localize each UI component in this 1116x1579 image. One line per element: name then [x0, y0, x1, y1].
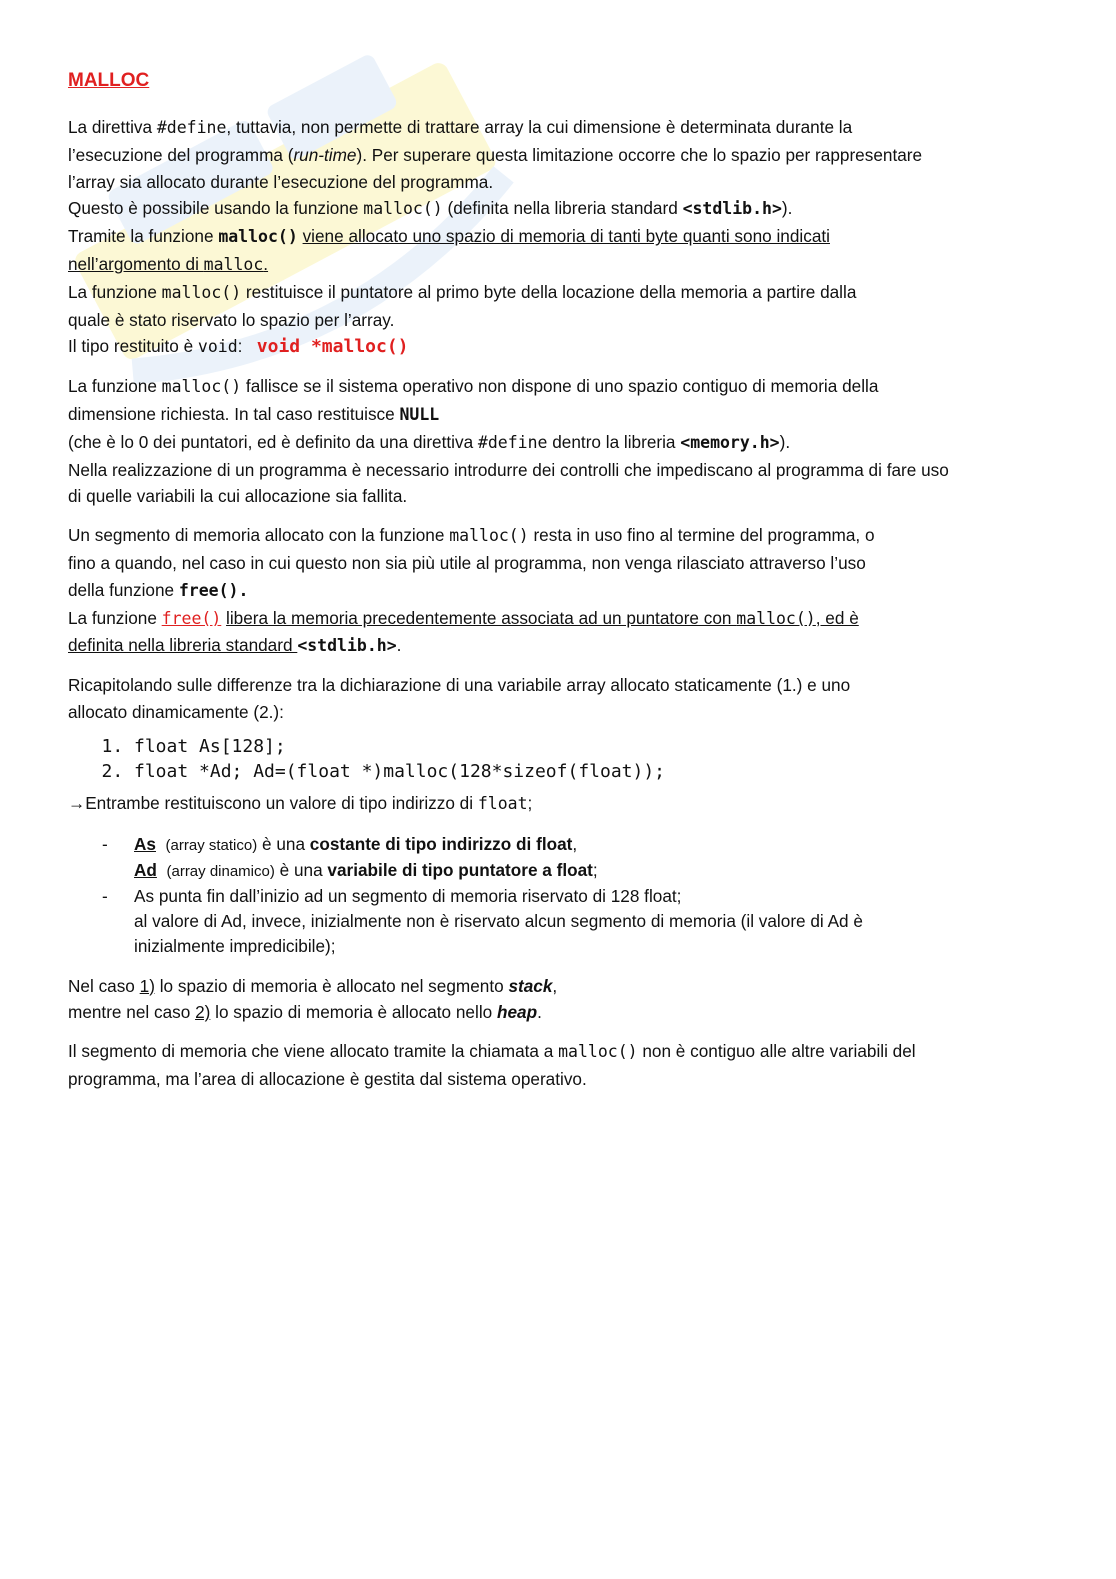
- failure-line-3: (che è lo 0 dei puntatori, ed è definito da una direttiva #define dentro la libreria <memory.h>).: [68, 431, 791, 452]
- free-line-4: La funzione free() libera la memoria precedentemente associata ad un puntatore con malloc(), ed è: [68, 607, 859, 628]
- failure-line-4: Nella realizzazione di un programma è necessario introdurre dei controlli che impediscano al programma di fare uso: [68, 459, 949, 480]
- malloc-return-line-2: quale è stato riservato lo spazio per l’array.: [68, 309, 395, 330]
- free-line-1: Un segmento di memoria allocato con la funzione malloc() resta in uso fino al termine del programma, o: [68, 525, 875, 546]
- arrow-icon: →: [68, 792, 86, 813]
- stdlib-line: Questo è possibile usando la funzione malloc() (definita nella libreria standard <stdlib.h>).: [68, 198, 793, 219]
- bullet-item: - As (array statico) è una costante di tipo indirizzo di float,: [102, 833, 578, 854]
- failure-line-2: dimensione richiesta. In tal caso restituisce NULL: [68, 403, 440, 424]
- comparison-bullets: [68, 832, 1048, 959]
- intro-paragraph: [68, 114, 1048, 361]
- stack-line: Nel caso 1) lo spazio di memoria è allocato nel segmento stack,: [68, 975, 558, 996]
- bullet-item: - As punta fin dall’inizio ad un segmento di memoria riservato di 128 float;: [102, 885, 682, 906]
- free-line-3: della funzione free().: [68, 579, 249, 600]
- bullet-item-continuation: al valore di Ad, invece, inizialmente non è riservato alcun segmento di memoria (il valore di Ad è: [134, 910, 863, 931]
- code-example-static: 1. float As[128];: [134, 734, 1048, 759]
- arrow-line: →Entrambe restituiscono un valore di tipo indirizzo di float;: [68, 792, 533, 813]
- failure-line-5: di quelle variabili la cui allocazione sia fallita.: [68, 486, 408, 507]
- free-line-2: fino a quando, nel caso in cui questo non sia più utile al programma, non venga rilasciato attraverso l’uso: [68, 552, 866, 573]
- malloc-alloc-line-2: nell’argomento di malloc.: [68, 253, 269, 274]
- page-title: MALLOC: [68, 70, 150, 91]
- free-paragraph: [68, 522, 1048, 660]
- bullet-item-continuation: inizialmente impredicibile);: [134, 935, 336, 956]
- recap-line-1: Ricapitolando sulle differenze tra la dichiarazione di una variabile array allocato staticamente (1.) e uno: [68, 675, 851, 696]
- free-line-5: definita nella libreria standard <stdlib.h>.: [68, 635, 402, 656]
- malloc-alloc-line-1: Tramite la funzione malloc() viene allocato uno spazio di memoria di tanti byte quanti sono indicati: [68, 226, 830, 247]
- closing-paragraph: [68, 1038, 1048, 1093]
- closing-line-1: Il segmento di memoria che viene allocato tramite la chiamata a malloc() non è contiguo alle altre variabili del: [68, 1041, 916, 1062]
- code-example-list: [68, 734, 1048, 784]
- intro-line-1: La direttiva #define, tuttavia, non permette di trattare array la cui dimensione è determinata durante la: [68, 117, 853, 137]
- code-example-dynamic: 2. float *Ad; Ad=(float *)malloc(128*sizeof(float));: [134, 759, 1048, 784]
- intro-line-2: l’esecuzione del programma (run-time). Per superare questa limitazione occorre che lo spazio per rappresentare: [68, 144, 923, 165]
- closing-line-2: programma, ma l’area di allocazione è gestita dal sistema operativo.: [68, 1068, 587, 1089]
- return-type-line: Il tipo restituito è void: void *malloc(): [68, 336, 409, 358]
- heap-line: mentre nel caso 2) lo spazio di memoria è allocato nello heap.: [68, 1002, 542, 1023]
- failure-paragraph: [68, 373, 1048, 510]
- memory-segment-paragraph: [68, 973, 1048, 1027]
- document-page: [68, 66, 1048, 1093]
- intro-line-3: l’array sia allocato durante l’esecuzione del programma.: [68, 171, 494, 192]
- malloc-return-line-1: La funzione malloc() restituisce il puntatore al primo byte della locazione della memoria a partire dalla: [68, 281, 857, 302]
- bullet-item-continuation: Ad (array dinamico) è una variabile di tipo puntatore a float;: [134, 859, 598, 880]
- recap-line-2: allocato dinamicamente (2.):: [68, 701, 284, 722]
- recap-paragraph: [68, 672, 1048, 726]
- failure-line-1: La funzione malloc() fallisce se il sistema operativo non dispone di uno spazio contiguo di memoria della: [68, 376, 879, 397]
